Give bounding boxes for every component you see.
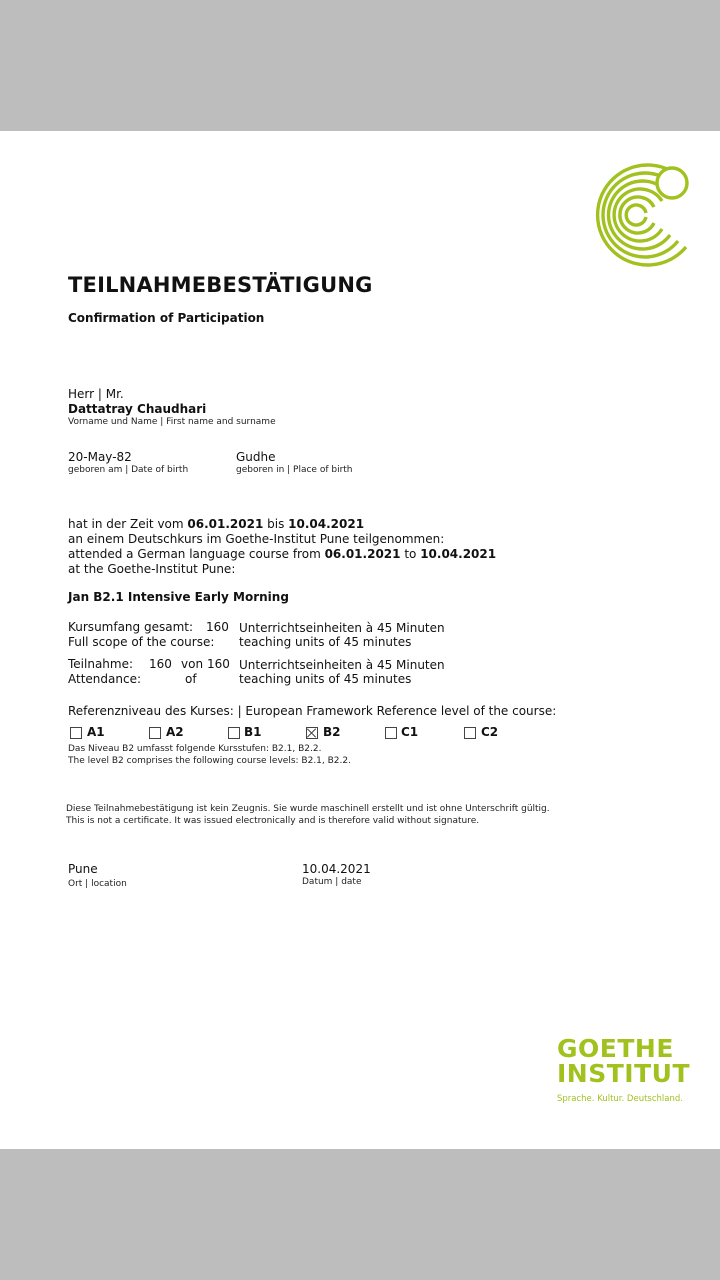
attendance-label-en: Attendance:	[68, 672, 141, 686]
level-b1-label: B1	[244, 725, 262, 739]
issue-location-label: Ort | location	[68, 879, 127, 889]
course-location-de: an einem Deutschkurs im Goethe-Institut Pune teilgenommen:	[68, 532, 445, 546]
scope-label-de: Kursumfang gesamt:	[68, 620, 194, 634]
attendance-value: 160	[149, 657, 172, 671]
issue-location: Pune	[68, 862, 98, 876]
scope-value: 160	[206, 620, 229, 634]
scope-label-en: Full scope of the course:	[68, 635, 215, 649]
attendance-of-de: von	[181, 657, 204, 671]
wordmark-line2: INSTITUT	[557, 1059, 690, 1088]
course-period-de: hat in der Zeit vom 06.01.2021 bis 10.04.2021	[68, 517, 365, 531]
level-a1-label: A1	[87, 725, 105, 739]
goethe-logo-icon	[588, 163, 692, 267]
scope-units-en: teaching units of 45 minutes	[239, 635, 412, 649]
certificate-page	[0, 131, 720, 1149]
disclaimer-en: This is not a certificate. It was issued electronically and is therefore valid without signature.	[66, 816, 480, 826]
attendance-label-de: Teilnahme:	[68, 657, 134, 671]
level-a2-checkbox	[149, 727, 161, 739]
attendance-units-en: teaching units of 45 minutes	[239, 672, 412, 686]
date-of-birth-label: geboren am | Date of birth	[68, 465, 189, 475]
participant-name: Dattatray Chaudhari	[68, 402, 207, 416]
issue-date: 10.04.2021	[302, 862, 371, 876]
level-c2-checkbox	[464, 727, 476, 739]
course-location-en: at the Goethe-Institut Pune:	[68, 562, 236, 576]
page-subtitle: Confirmation of Participation	[68, 311, 265, 325]
page-title: TEILNAHMEBESTÄTIGUNG	[68, 273, 373, 297]
level-b2-checkbox	[306, 727, 318, 739]
attendance-total: 160	[207, 657, 230, 671]
wordmark-line1: GOETHE	[557, 1034, 674, 1063]
place-of-birth-label: geboren in | Place of birth	[236, 465, 353, 475]
date-of-birth: 20-May-82	[68, 450, 132, 464]
level-heading: Referenzniveau des Kurses: | European Framework Reference level of the course:	[68, 704, 557, 718]
goethe-wordmark	[557, 1036, 690, 1104]
level-b1-checkbox	[228, 727, 240, 739]
disclaimer-de: Diese Teilnahmebestätigung ist kein Zeugnis. Sie wurde maschinell erstellt und ist ohne Unterschrift gültig.	[66, 804, 550, 814]
salutation: Herr | Mr.	[68, 387, 124, 401]
level-a2-label: A2	[166, 725, 184, 739]
issue-date-label: Datum | date	[302, 877, 362, 887]
attendance-units-de: Unterrichtseinheiten à 45 Minuten	[239, 658, 445, 672]
course-name: Jan B2.1 Intensive Early Morning	[68, 590, 289, 604]
level-c1-checkbox	[385, 727, 397, 739]
level-a1-checkbox	[70, 727, 82, 739]
level-note-de: Das Niveau B2 umfasst folgende Kursstufen: B2.1, B2.2.	[68, 744, 322, 754]
attendance-of-en: of	[185, 672, 197, 686]
scope-units-de: Unterrichtseinheiten à 45 Minuten	[239, 621, 445, 635]
course-period-en: attended a German language course from 06.01.2021 to 10.04.2021	[68, 547, 497, 561]
level-c2-label: C2	[481, 725, 499, 739]
level-b2-label: B2	[323, 725, 341, 739]
place-of-birth: Gudhe	[236, 450, 276, 464]
participant-name-label: Vorname und Name | First name and surname	[68, 417, 276, 427]
level-note-en: The level B2 comprises the following course levels: B2.1, B2.2.	[68, 756, 351, 766]
wordmark-tagline: Sprache. Kultur. Deutschland.	[557, 1094, 683, 1104]
level-c1-label: C1	[401, 725, 419, 739]
